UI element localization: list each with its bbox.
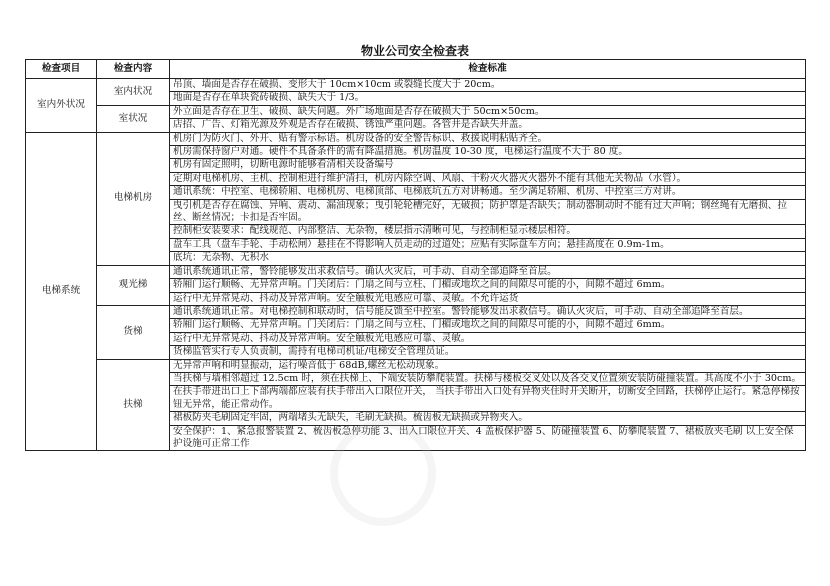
standard-cell: 地面是否存在单块瓷砖破损、缺失大于 1/3。: [170, 92, 806, 105]
standard-cell: 在扶手带进出口上下部两端都应装有扶手带出入口限位开关， 当扶手带出入口处有异物夹住时开关断开，切断安全回路，扶梯停止运行。紧急停梯按钮无异常，能正常动作。: [170, 386, 806, 412]
standard-cell: 安全保护：1、紧急报警装置 2、梳齿板急停功能 3、出入口限位开关、4 盖板保护器 5、防碰撞装置 6、防攀爬装置 7、裙板放夹毛刷 以上安全保护设施可正常工作: [170, 425, 806, 451]
subcategory-cell: 电梯机房: [97, 132, 170, 265]
standard-cell: 机房需保持窗户对通。硬件不具备条件的需有降温措施。机房温度 10-30 度，电梯运行温度不大于 80 度。: [170, 146, 806, 159]
table-row: [26, 105, 806, 118]
standard-cell: 店招、广告、灯箱光源及外观是否存在破损、锈蚀严重问题。各管井是否缺失井盖。: [170, 119, 806, 132]
subcategory-cell: 扶梯: [97, 359, 170, 451]
standard-cell: 定期对电梯机房、主机、控制柜进行维护清扫，机房内除空调、风扇、干粉灭火器灭火器外不能有其他无关物品（水管）。: [170, 172, 806, 185]
safety-inspection-table: [25, 59, 806, 451]
standard-cell: 盘车工具（盘车手轮、手动松闸）悬挂在不得影响人员走动的过道处；应贴有实际盘车方向；悬挂高度在 0.9m-1m。: [170, 238, 806, 251]
standard-cell: 轿厢门运行顺畅、无异常声响。门关闭后：门扇之间与立柱、门楣或地坎之间的间隙尽可能的小，间隙不超过 6mm。: [170, 279, 806, 292]
category-cell: 室内外状况: [26, 79, 97, 133]
standard-cell: 通讯系统：中控室、电梯轿厢、电梯机房、电梯顶部、电梯底坑五方对讲畅通。至少满足轿厢、机房、中控室三方对讲。: [170, 186, 806, 199]
category-cell: 电梯系统: [26, 132, 97, 451]
standard-cell: 曳引机是否存在腐蚀、异响、震动、漏油现象；曳引轮轮槽完好，无破损；防护罩是否缺失；制动器制动时不能有过大声响；钢丝绳有无磨损、拉丝、断丝情况；卡扣是否牢固。: [170, 199, 806, 225]
standard-cell: 机房门为防火门、外开、贴有警示标语。机房设备的安全警告标识、救援说明粘贴齐全。: [170, 132, 806, 145]
table-row: [26, 265, 806, 278]
subcategory-cell: 观光梯: [97, 265, 170, 305]
header-inspection-standard: 检查标准: [170, 60, 806, 79]
header-inspection-content: 检查内容: [97, 60, 170, 79]
standard-cell: 吊顶、墙面是否存在破损、变形大于 10cm×10cm 或裂缝长度大于 20cm。: [170, 79, 806, 92]
standard-cell: 运行中无异常晃动、抖动及异常声响。安全触板光电感应可靠、灵敏。不允许运货: [170, 292, 806, 305]
header-inspection-item: 检查项目: [26, 60, 97, 79]
standard-cell: 底坑：无杂物、无积水: [170, 252, 806, 265]
table-row: [26, 79, 806, 92]
standard-cell: 控制柜安装要求：配线规范、内部整洁、无杂物，楼层指示清晰可见，与控制柜显示楼层相符。: [170, 225, 806, 238]
standard-cell: 通讯系统通讯正常，警铃能够发出求救信号。确认火灾后，可手动、自动全部追降至首层。: [170, 265, 806, 278]
standard-cell: 运行中无异常晃动、抖动及异常声响。安全触板光电感应可靠、灵敏。: [170, 332, 806, 345]
table-header-row: [26, 60, 806, 79]
standard-cell: 裙板防夹毛刷固定牢固，两端堵头无缺失，毛刷无缺损。梳齿板无缺损或异物夹入。: [170, 412, 806, 425]
standard-cell: 轿厢门运行顺畅、无异常声响。门关闭后：门扇之间与立柱、门楣或地坎之间的间隙尽可能的小，间隙不超过 6mm。: [170, 319, 806, 332]
standard-cell: 通讯系统通讯正常。对电梯控制和联动时，信号能反馈至中控室。警铃能够发出求救信号。确认火灾后，可手动、自动全部追降至首层。: [170, 305, 806, 318]
table-row: [26, 359, 806, 372]
standard-cell: 外立面是否存在卫生、破损、缺失问题。外广场地面是否存在破损大于 50cm×50cm。: [170, 105, 806, 118]
table-row: [26, 132, 806, 145]
subcategory-cell: 室状况: [97, 105, 170, 132]
standard-cell: 货梯监管实行专人负责制，需持有电梯司机证/电梯安全管理员证。: [170, 346, 806, 359]
standard-cell: 当扶梯与墙相邻超过 12.5cm 时，须在扶梯上、下端安装防攀爬装置。扶梯与楼板交叉处以及各交叉位置须安装防碰撞装置。其高度不小于 30cm。: [170, 372, 806, 385]
standard-cell: 机房有固定照明，切断电源时能够看清相关设备编号: [170, 159, 806, 172]
page-title: 物业公司安全检查表: [360, 44, 469, 58]
table-row: [26, 305, 806, 318]
subcategory-cell: 室内状况: [97, 79, 170, 106]
table-body: [26, 79, 806, 451]
subcategory-cell: 货梯: [97, 305, 170, 359]
standard-cell: 无异常声响和明显振动，运行噪音低于 68dB,螺丝无松动现象。: [170, 359, 806, 372]
